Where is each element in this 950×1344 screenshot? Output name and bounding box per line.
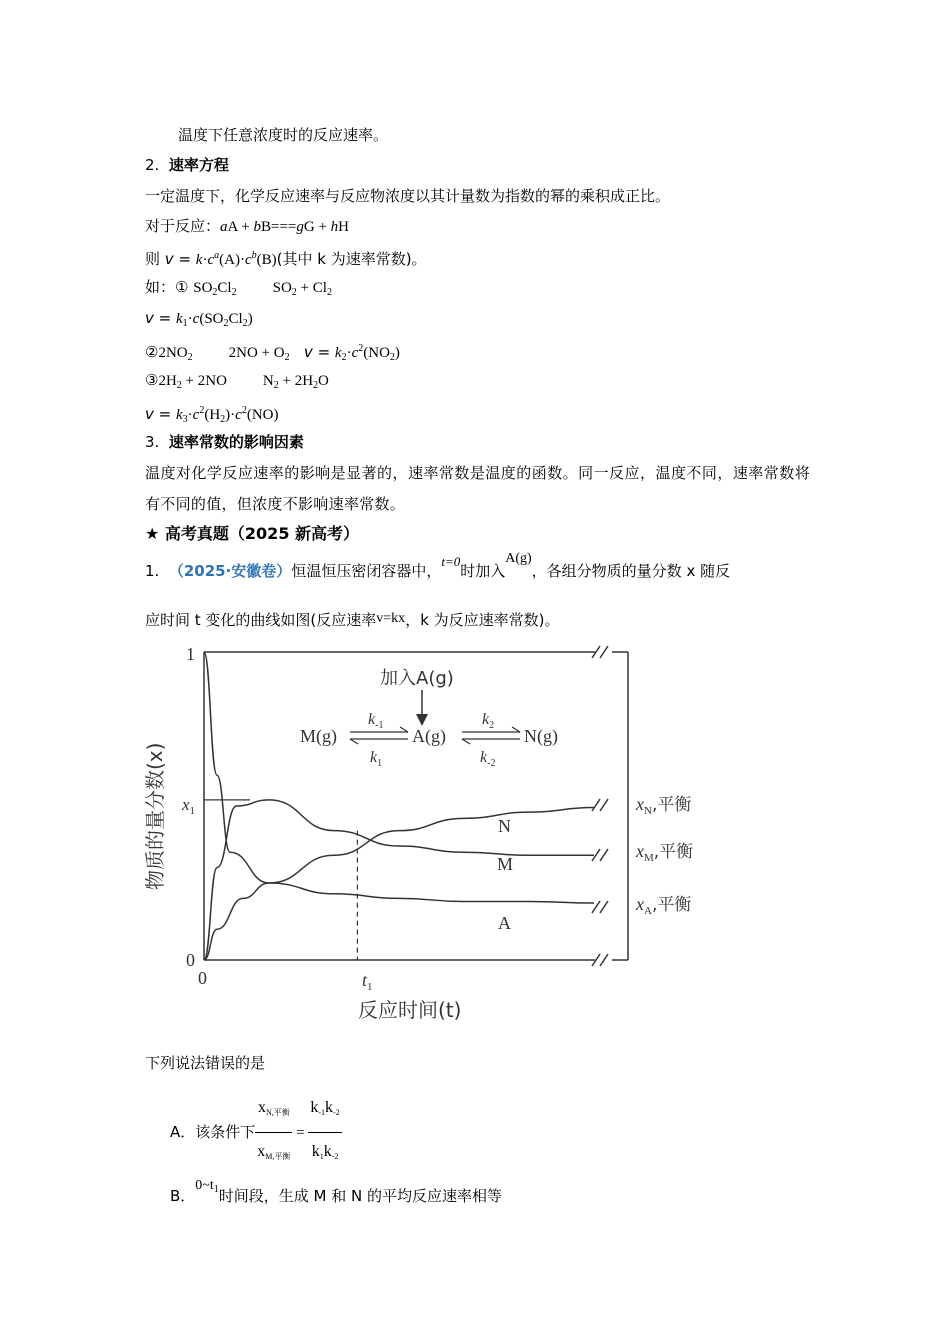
- y-tick-1: 1: [186, 644, 195, 664]
- axis-break-marks: [592, 646, 608, 966]
- xN-equilibrium-label: $x_N$,平衡: [636, 794, 692, 817]
- question-prompt: 下列说法错误的是: [145, 1054, 266, 1072]
- k2-label: $k_2$: [482, 711, 495, 731]
- text-line-3: 一定温度下，化学反应速率与反应物浓度以其计量数为指数的幂的乘积成正比。: [145, 187, 671, 205]
- mole-fraction-chart: [140, 640, 720, 1030]
- series-N-label: N: [498, 816, 511, 836]
- k-minus2-label: $k_{-2}$: [480, 749, 496, 769]
- question-1-line-1: 1. （2025·安徽卷）恒温恒压密闭容器中，t=0时加入A(g)，各组分物质的量分数 x 随反: [145, 551, 731, 580]
- example-3-rate: $v = k_3\cdot c^2(H_2)\cdot c^2(NO)$: [145, 405, 279, 425]
- add-arrowhead: [416, 714, 428, 726]
- add-A-label: 加入A(g): [380, 668, 454, 689]
- example-3: $③2H_2 + 2NO$ $N_2 + 2H_2O$: [145, 373, 329, 391]
- option-B[interactable]: B．$0\sim t_1$时间段，生成 M 和 N 的平均反应速率相等: [170, 1178, 503, 1205]
- scheme-N: N(g): [524, 726, 558, 746]
- example-2: $②2NO_2$ $2NO + O_2$ $v = k_2\cdot c^2(NO_2)$: [145, 343, 400, 363]
- series-M-label: M: [497, 854, 514, 874]
- option-A-fraction-left: $\frac{\text{xN,平衡}}{\text{xM,平衡}}$: [255, 1090, 292, 1175]
- series-N-curve: [204, 808, 594, 960]
- scheme-A: A(g): [412, 726, 446, 746]
- reaction-general: 对于反应：aA + bB===gG + hH: [145, 217, 350, 235]
- y-tick-0: 0: [186, 950, 195, 970]
- text-line-1: 温度下任意浓度时的反应速率。: [178, 126, 389, 144]
- example-1-rate: $v = k_1\cdot c(SO_2Cl_2)$: [145, 309, 253, 329]
- heading-rate-constant-factors: 3. 速率常数的影响因素: [145, 433, 304, 451]
- k1-label: $k_1$: [370, 749, 383, 769]
- question-1-line-2: 应时间 t 变化的曲线如图(反应速率v=kx，k 为反应速率常数)。: [145, 611, 560, 629]
- series-M-curve: [204, 800, 594, 960]
- k-minus1-label: $k_{-1}$: [368, 711, 384, 731]
- xA-equilibrium-label: $x_A$,平衡: [636, 894, 692, 917]
- x-tick-0: 0: [198, 968, 207, 988]
- series-A-curve: [204, 652, 594, 903]
- scheme-M: M(g): [300, 726, 337, 746]
- y-tick-x1: $x_1$: [182, 795, 196, 817]
- x-tick-t1: $t_1$: [362, 970, 373, 993]
- y-axis-label: 物质的量分数(x): [143, 742, 167, 890]
- section-title: ★ 高考真题（2025 新高考）: [145, 524, 360, 543]
- paragraph-temperature: 温度对化学反应速率的影响是显著的，速率常数是温度的函数。同一反应，温度不同，速率常数将有不同的值，但浓度不影响速率常数。: [145, 464, 810, 513]
- heading-rate-equation: 2. 速率方程: [145, 156, 229, 174]
- x-axis-label: 反应时间(t): [358, 998, 462, 1022]
- series-A-label: A: [498, 913, 511, 933]
- option-A-fraction-right: $\frac{k-1k-2}{k1k-2}$: [308, 1090, 341, 1175]
- example-1: 如：① $SO_2Cl_2$ $SO_2 + Cl_2$: [145, 278, 332, 298]
- rate-law-general: 则 $v = k\cdot c^a(A)\cdot c^b(B)$(其中 k 为速率常数)。: [145, 250, 427, 268]
- option-A[interactable]: A．该条件下 $\frac{\text{xN,平衡}}{\text{xM,平衡}}$ = $\frac{k-1k-2}{k1k-2}$: [170, 1090, 342, 1175]
- xM-equilibrium-label: $x_M$,平衡: [636, 841, 694, 864]
